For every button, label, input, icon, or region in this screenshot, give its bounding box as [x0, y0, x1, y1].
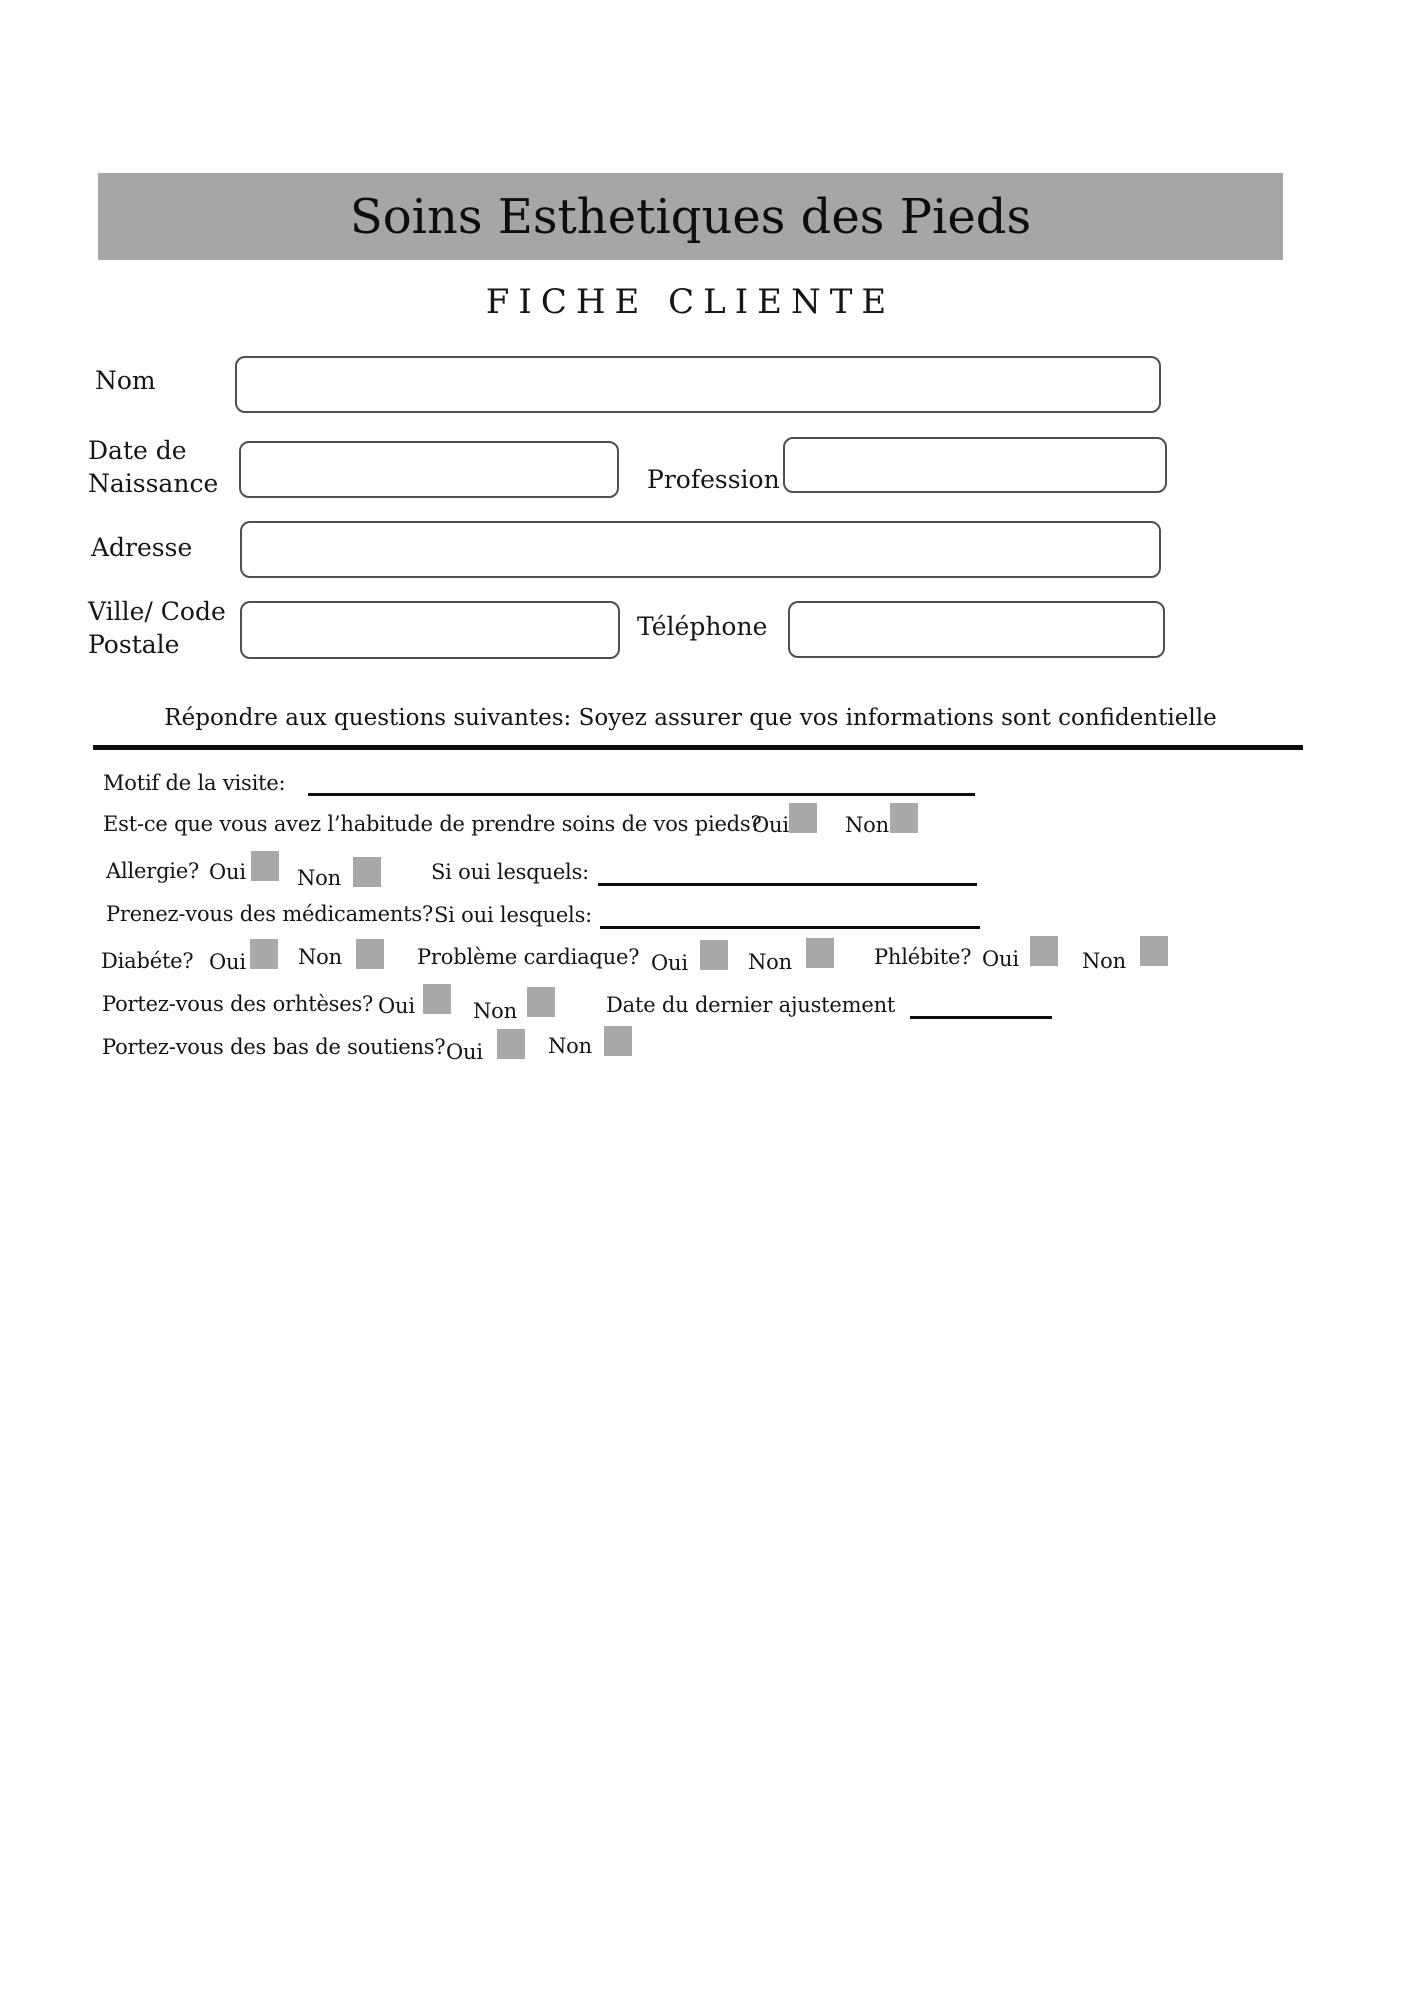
cardiaque-non-checkbox[interactable]: [806, 938, 834, 968]
allergie-non-checkbox[interactable]: [353, 857, 381, 887]
bas-oui-label: Oui: [446, 1040, 483, 1064]
allergie-oui-checkbox[interactable]: [251, 851, 279, 881]
allergie-oui-label: Oui: [209, 860, 246, 884]
habitude-non-label: Non: [845, 813, 889, 837]
phlebite-non-label: Non: [1082, 949, 1126, 973]
motif-label: Motif de la visite:: [103, 771, 286, 795]
date-naissance-label-line1: Date de: [88, 436, 187, 465]
bas-non-label: Non: [548, 1034, 592, 1058]
medicaments-question: Prenez-vous des médicaments?: [106, 902, 434, 926]
motif-input-line[interactable]: [308, 793, 975, 796]
habitude-non-checkbox[interactable]: [890, 803, 918, 833]
ville-code-label-line1: Ville/ Code: [88, 597, 226, 626]
profession-label: Profession: [647, 465, 780, 494]
telephone-label: Téléphone: [637, 612, 768, 641]
allergie-input-line[interactable]: [598, 883, 977, 886]
adresse-input[interactable]: [240, 521, 1161, 578]
ajustement-label: Date du dernier ajustement: [606, 993, 896, 1017]
ortheses-non-label: Non: [473, 999, 517, 1023]
phlebite-question: Phlébite?: [874, 945, 972, 969]
diabete-non-checkbox[interactable]: [356, 939, 384, 969]
medicaments-input-line[interactable]: [600, 926, 980, 929]
phlebite-oui-label: Oui: [982, 947, 1019, 971]
ortheses-oui-checkbox[interactable]: [423, 984, 451, 1014]
cardiaque-non-label: Non: [748, 950, 792, 974]
date-naissance-label: [88, 434, 218, 500]
nom-label: Nom: [95, 366, 156, 395]
date-naissance-input[interactable]: [239, 441, 619, 498]
cardiaque-question: Problème cardiaque?: [417, 945, 640, 969]
allergie-non-label: Non: [297, 866, 341, 890]
confidentiality-note: Répondre aux questions suivantes: Soyez assurer que vos informations sont confidentielle: [164, 705, 1217, 731]
section-divider: [93, 745, 1303, 750]
bas-non-checkbox[interactable]: [604, 1026, 632, 1056]
habitude-oui-checkbox[interactable]: [789, 803, 817, 833]
cardiaque-oui-checkbox[interactable]: [700, 940, 728, 970]
ortheses-non-checkbox[interactable]: [527, 987, 555, 1017]
header-banner: [98, 173, 1283, 260]
allergie-question: Allergie?: [106, 859, 200, 883]
date-naissance-label-line2: Naissance: [88, 469, 219, 498]
ville-code-label-line2: Postale: [88, 630, 180, 659]
ville-code-label: [88, 595, 226, 661]
medicaments-si-oui-label: Si oui lesquels:: [434, 903, 593, 927]
bas-oui-checkbox[interactable]: [497, 1029, 525, 1059]
diabete-oui-label: Oui: [209, 950, 246, 974]
habitude-oui-label: Oui: [752, 813, 789, 837]
telephone-input[interactable]: [788, 601, 1165, 658]
habitude-question: Est-ce que vous avez l’habitude de prendre soins de vos pieds?: [103, 812, 762, 836]
form-title: FICHE CLIENTE: [485, 282, 896, 322]
phlebite-oui-checkbox[interactable]: [1030, 936, 1058, 966]
phlebite-non-checkbox[interactable]: [1140, 936, 1168, 966]
business-name: Soins Esthetiques des Pieds: [349, 188, 1032, 245]
nom-input[interactable]: [235, 356, 1161, 413]
profession-input[interactable]: [783, 437, 1167, 493]
diabete-non-label: Non: [298, 945, 342, 969]
cardiaque-oui-label: Oui: [651, 951, 688, 975]
bas-soutiens-question: Portez-vous des bas de soutiens?: [102, 1035, 446, 1059]
ajustement-input-line[interactable]: [910, 1016, 1052, 1019]
diabete-question: Diabéte?: [101, 949, 194, 973]
allergie-si-oui-label: Si oui lesquels:: [431, 860, 590, 884]
ortheses-oui-label: Oui: [378, 994, 415, 1018]
ortheses-question: Portez-vous des orhtèses?: [102, 992, 374, 1016]
adresse-label: Adresse: [91, 533, 193, 562]
ville-code-input[interactable]: [240, 601, 620, 659]
diabete-oui-checkbox[interactable]: [250, 939, 278, 969]
